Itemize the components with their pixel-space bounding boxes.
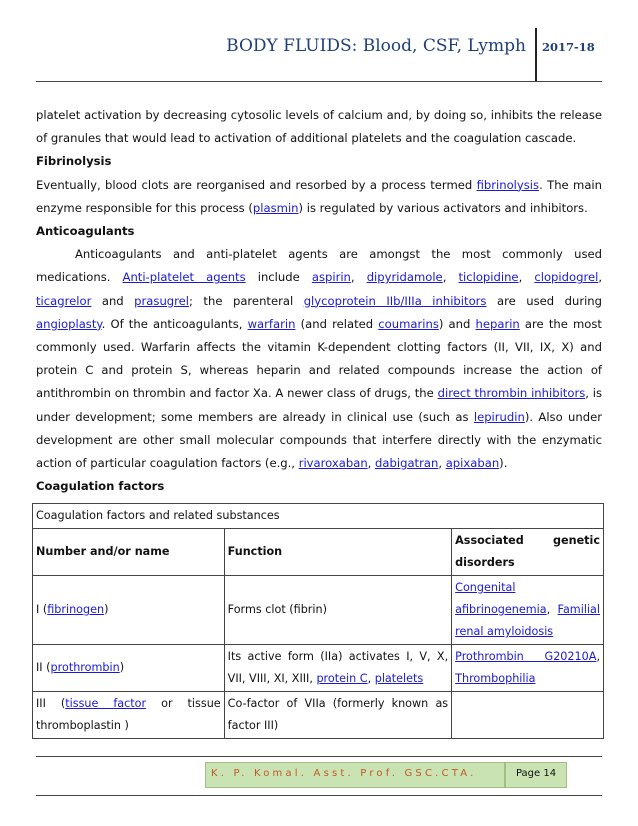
link-dabigatran[interactable]: dabigatran (375, 456, 439, 471)
link-prothrombin[interactable]: prothrombin (50, 661, 120, 674)
link-familial-renal-amyloidosis[interactable]: Familial renal amyloidosis (455, 603, 600, 638)
link-prothrombin-g20210a[interactable]: Prothrombin G20210A (455, 650, 597, 663)
column-header-disorders: Associated genetic disorders (452, 529, 604, 576)
page-number: Page 14 (505, 762, 567, 788)
header-divider (535, 28, 537, 82)
link-fibrinolysis[interactable]: fibrinolysis (476, 177, 540, 192)
link-prasugrel[interactable]: prasugrel (134, 293, 190, 308)
link-warfarin[interactable]: warfarin (247, 316, 296, 331)
cell-factor-disorders (452, 692, 604, 739)
table-row (33, 692, 604, 739)
link-tissue-factor[interactable]: tissue factor (65, 697, 147, 710)
link-ticagrelor[interactable]: ticagrelor (36, 293, 92, 308)
link-rivaroxaban[interactable]: rivaroxaban (298, 456, 368, 471)
link-dipyridamole[interactable]: dipyridamole (366, 270, 443, 285)
link-platelets[interactable]: platelets (374, 672, 424, 685)
cell-factor-disorders: Congenital afibrinogenemia, Familial renal amyloidosis (452, 576, 604, 645)
heading-fibrinolysis: Fibrinolysis (36, 154, 112, 169)
link-clopidogrel[interactable]: clopidogrel (534, 270, 599, 285)
running-header-title: BODY FLUIDS: Blood, CSF, Lymph (226, 36, 526, 56)
table-row (33, 576, 604, 645)
link-fibrinogen[interactable]: fibrinogen (47, 603, 105, 616)
paragraph-platelet-activation: platelet activation by decreasing cytosolic levels of calcium and, by doing so, inhibits the release of granules that would lead to activation of additional platelets and the coagulation cascade. (36, 108, 602, 146)
cell-factor-name: I (fibrinogen) (33, 576, 225, 645)
paragraph-fibrinolysis: Eventually, blood clots are reorganised and resorbed by a process termed fibrinolysis. The main enzyme responsible for this process (plasmin) is regulated by various activators and inhibitors. (36, 177, 602, 215)
table-caption-row (33, 504, 604, 529)
cell-factor-name: III (tissue factor or tissue thromboplastin ) (33, 692, 225, 739)
cell-factor-function: Forms clot (fibrin) (224, 576, 451, 645)
paragraph-anticoagulants: Anticoagulants and anti-platelet agents are amongst the most commonly used medications. Anti-platelet agents include aspirin, dipyridamole, ticlopidine, clopidogrel, ticagrelor and prasugrel; the parenteral glycoprotein IIb/IIIa inhibitors are used during angioplasty. Of the anticoagulants, warfarin (and related coumarins) and heparin are the most commonly used. Warfarin affects the vitamin K-dependent clotting factors (II, VII, IX, X) and protein C and protein S, whereas heparin and related compounds increase the action of antithrombin on thrombin and factor Xa. A newer class of drugs, the direct thrombin inhibitors, is under development; some members are already in clinical use (such as lepirudin). Also under development are other small molecular compounds that interfere directly with the enzymatic action of particular coagulation factors (e.g., rivaroxaban, dabigatran, apixaban). (36, 247, 603, 471)
heading-anticoagulants: Anticoagulants (36, 224, 135, 239)
column-header-name: Number and/or name (33, 529, 225, 576)
link-anti-platelet-agents[interactable]: Anti-platelet agents (122, 270, 246, 285)
link-heparin[interactable]: heparin (475, 316, 520, 331)
link-angioplasty[interactable]: angioplasty (36, 316, 102, 331)
link-aspirin[interactable]: aspirin (311, 270, 351, 285)
footer-author: K. P. Komal. Asst. Prof. GSC.CTA. (211, 768, 477, 779)
link-apixaban[interactable]: apixaban (445, 456, 500, 471)
header-rule (36, 81, 602, 82)
column-header-function: Function (224, 529, 451, 576)
link-lepirudin[interactable]: lepirudin (473, 409, 525, 424)
document-body (36, 104, 602, 498)
cell-factor-function: Co-factor of VIIa (formerly known as factor III) (224, 692, 451, 739)
footer-rule-top (36, 756, 602, 757)
link-congenital-afibrinogenemia[interactable]: Congenital afibrinogenemia (455, 581, 547, 616)
cell-factor-function: Its active form (IIa) activates I, V, X, VII, VIII, XI, XIII, protein C, platelets (224, 645, 451, 692)
table-row (33, 645, 604, 692)
cell-factor-disorders: Prothrombin G20210A, Thrombophilia (452, 645, 604, 692)
heading-coagulation-factors: Coagulation factors (36, 479, 165, 494)
table-caption: Coagulation factors and related substances (33, 504, 604, 529)
table-header-row (33, 529, 604, 576)
link-glycoprotein-inhibitors[interactable]: glycoprotein IIb/IIIa inhibitors (303, 293, 487, 308)
cell-factor-name: II (prothrombin) (33, 645, 225, 692)
link-protein-c[interactable]: protein C (316, 672, 368, 685)
footer-rule-bottom (36, 795, 602, 796)
link-plasmin[interactable]: plasmin (252, 200, 299, 215)
coagulation-factors-table (32, 503, 604, 739)
running-header-year: 2017-18 (542, 40, 595, 54)
link-ticlopidine[interactable]: ticlopidine (458, 270, 519, 285)
link-coumarins[interactable]: coumarins (378, 316, 439, 331)
link-thrombophilia[interactable]: Thrombophilia (455, 672, 536, 685)
link-direct-thrombin-inhibitors[interactable]: direct thrombin inhibitors (437, 386, 586, 401)
